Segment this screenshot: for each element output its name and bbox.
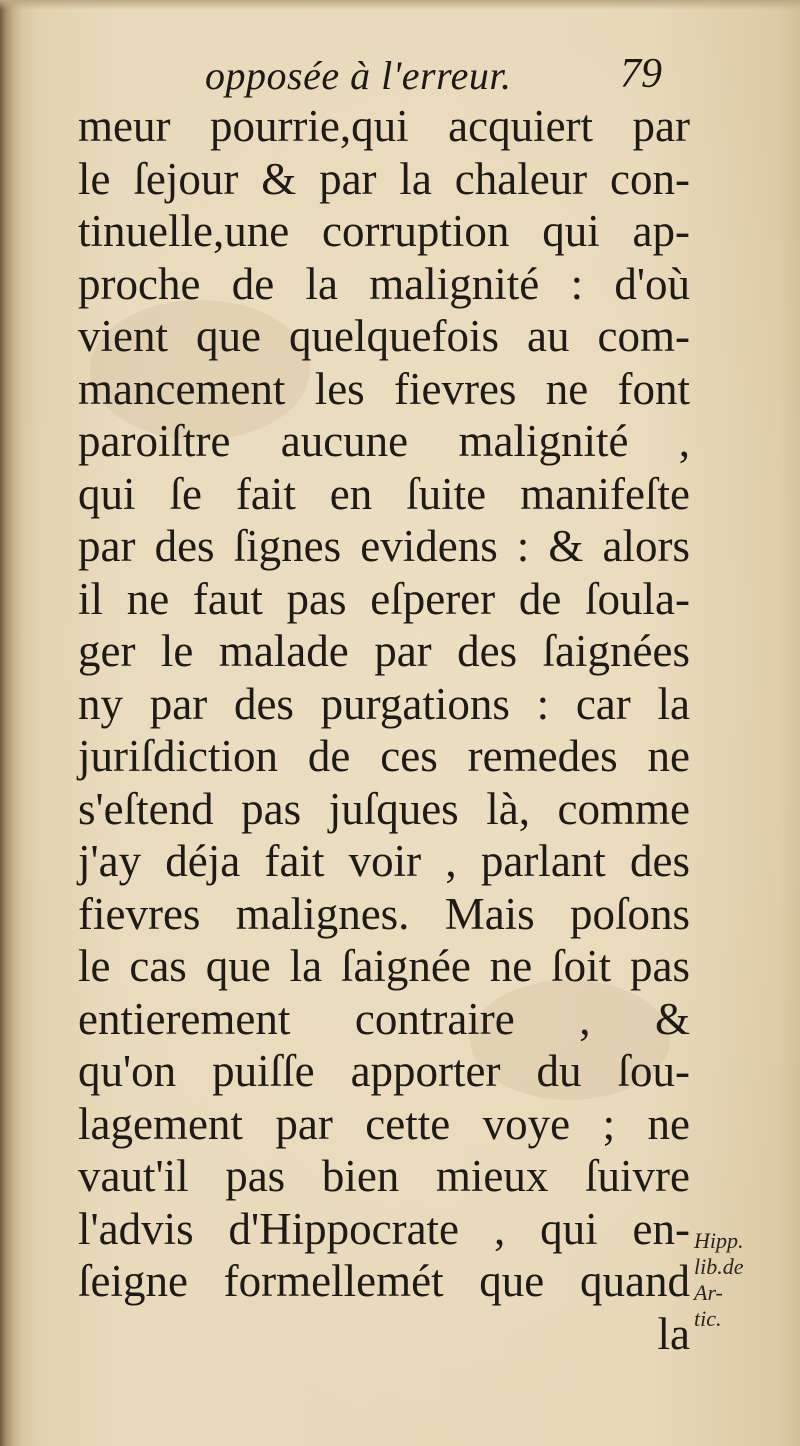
text-line: vaut'il pas bien mieux ſuivre xyxy=(78,1151,690,1201)
text-line: fievres malignes. Mais poſons xyxy=(78,888,690,939)
text-line: le cas que la ſaignée ne ſoit pas xyxy=(78,941,690,991)
text-line: meur pourrie,qui acquiert par xyxy=(78,101,690,151)
marginal-note-line: lib.de xyxy=(694,1254,744,1279)
text-line: j'ay déja fait voir , parlant des xyxy=(78,836,690,886)
text-line: ſeigne formellemét que quand xyxy=(78,1256,690,1306)
running-title: opposée à l'erreur. xyxy=(205,53,512,98)
text-line: il ne faut pas eſperer de ſoula- xyxy=(78,573,690,624)
text-line: qui ſe fait en ſuite manifeſte xyxy=(78,468,690,519)
text-line: proche de la malignité : d'où xyxy=(78,258,690,309)
text-line: l'advis d'Hippocrate , qui en- xyxy=(78,1203,690,1254)
text-line: le ſejour & par la chaleur con- xyxy=(78,153,690,204)
page-top-edge xyxy=(0,0,800,10)
marginal-note xyxy=(694,1228,794,1332)
text-line: lagement par cette voye ; ne xyxy=(78,1098,690,1149)
text-line: juriſdiction de ces remedes ne xyxy=(78,731,690,781)
text-line: entierement contraire , & xyxy=(78,993,690,1044)
text-line: ny par des purgations : car la xyxy=(78,678,690,729)
text-line: paroiſtre aucune malignité , xyxy=(78,416,690,466)
text-line: ger le malade par des ſaignées xyxy=(78,626,690,676)
text-line: s'eſtend pas juſques là, comme xyxy=(78,783,690,834)
marginal-note-line: Hipp. xyxy=(694,1228,744,1253)
catchword: la xyxy=(657,1308,690,1359)
text-line: tinuelle,une corruption qui ap- xyxy=(78,206,690,256)
marginal-note-line: Ar- xyxy=(694,1280,723,1305)
marginal-note-line: tic. xyxy=(694,1306,722,1331)
text-line: par des ſignes evidens : & alors xyxy=(78,521,690,571)
text-line: mancement les fievres ne font xyxy=(78,363,690,414)
page-number: 79 xyxy=(620,51,662,97)
binding-edge xyxy=(0,0,22,1446)
body-text xyxy=(78,100,690,1360)
text-line: vient que quelquefois au com- xyxy=(78,311,690,361)
text-line: qu'on puiſſe apporter du ſou- xyxy=(78,1046,690,1096)
